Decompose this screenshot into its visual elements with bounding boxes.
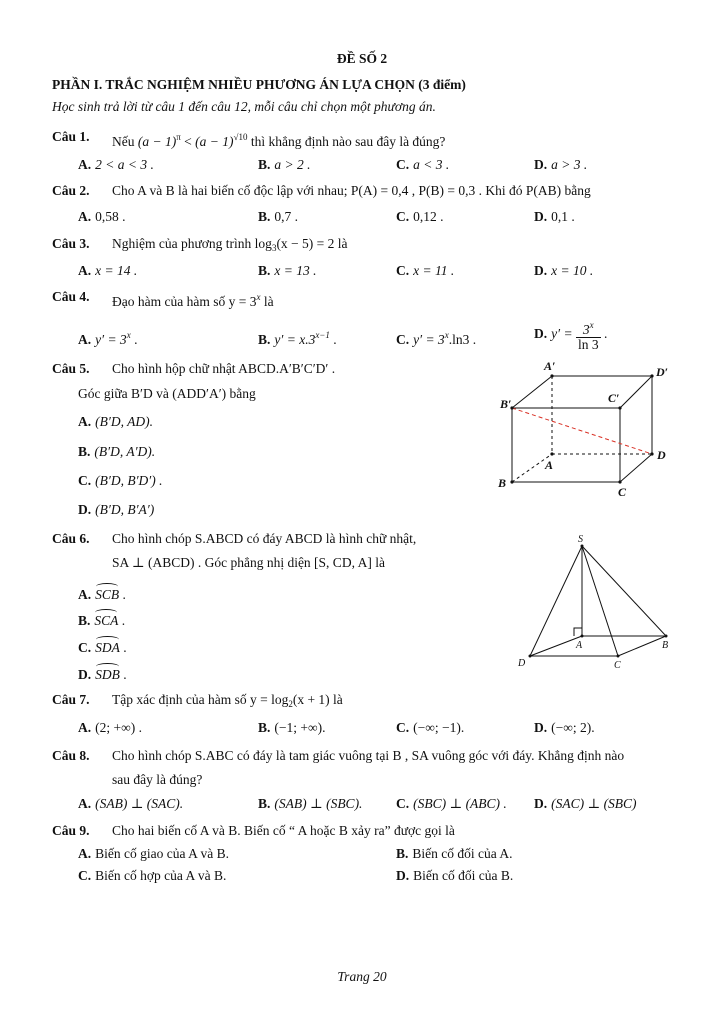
q1-option-d[interactable]: D. a > 3 . — [534, 157, 588, 172]
question-9-text: Cho hai biến cố A và B. Biến cố “ A hoặc B xảy ra” được gọi là — [112, 823, 455, 838]
question-5-text: Cho hình hộp chữ nhật ABCD.A′B′C′D′ . — [112, 361, 336, 376]
q6-option-a[interactable]: A. SCB . — [78, 587, 126, 602]
question-4-label: Câu 4. — [52, 289, 90, 304]
q9-option-b[interactable]: B. Biến cố đối của A. — [396, 846, 513, 861]
diagonal-bd — [512, 408, 652, 454]
q5-option-b[interactable]: B. (B′D, A′D). — [78, 444, 156, 459]
q4-option-c[interactable]: C. $y' = 3^x.\ln 3$ . — [396, 330, 477, 347]
question-2-text: Cho A và B là hai biến cố độc lập với nhau; P(A) = 0,4 , P(B) = 0,3 . Khi đó P(AB) bằng — [112, 183, 591, 198]
question-8-label: Câu 8. — [52, 748, 90, 763]
q6-option-c[interactable]: C. SDA . — [78, 640, 127, 655]
q6-option-d[interactable]: D. SDB . — [78, 667, 127, 682]
q7-option-c[interactable]: C. (−∞; −1). — [396, 720, 465, 735]
q2-option-a[interactable]: A. 0,58 . — [78, 209, 126, 224]
question-4-text: Đạo hàm của hàm số $y = 3^x$ là — [112, 292, 274, 309]
q1-option-b[interactable]: B. a > 2 . — [258, 157, 311, 172]
label-c-prime: C′ — [608, 391, 620, 405]
q2-option-d[interactable]: D. 0,1 . — [534, 209, 575, 224]
question-6-text-2: SA ⊥ (ABCD) . Góc phẳng nhị diện [S, CD, A] là — [112, 555, 385, 570]
q9-option-d[interactable]: D. Biến cố đối của B. — [396, 868, 514, 883]
q9-option-a[interactable]: A. Biến cố giao của A và B. — [78, 846, 229, 861]
question-3-label: Câu 3. — [52, 236, 90, 251]
q1-option-a[interactable]: A. 2 < a < 3 . — [78, 157, 154, 172]
q4-option-a[interactable]: A. $y' = 3^x$ . — [78, 330, 138, 347]
pyramid-figure — [510, 532, 685, 672]
question-2-label: Câu 2. — [52, 183, 90, 198]
q5-option-c[interactable]: C. (B′D, B′D′) . — [78, 473, 163, 488]
question-3-text: Nghiệm của phương trình $\log_3(x - 5) = 2$ là — [112, 236, 348, 253]
label-b-prime: B′ — [500, 397, 512, 411]
q6-option-b[interactable]: B. SCA . — [78, 613, 126, 628]
q5-option-a[interactable]: A. (B′D, AD). — [78, 414, 153, 429]
q8-option-d[interactable]: D. (SAC) ⊥ (SBC) — [534, 796, 637, 811]
question-6-text: Cho hình chóp S.ABCD có đáy ABCD là hình chữ nhật, — [112, 531, 417, 546]
question-1-text: Nếu $(a - 1)^\pi < (a - 1)^{√10}$ thì khẳng định nào sau đây là đúng? — [112, 132, 446, 149]
q7-option-b[interactable]: B. (−1; +∞). — [258, 720, 326, 735]
label-a: A — [545, 458, 554, 472]
question-9-label: Câu 9. — [52, 823, 90, 838]
q8-option-c[interactable]: C. (SBC) ⊥ (ABC) . — [396, 796, 507, 811]
q3-option-a[interactable]: A. x = 14 . — [78, 263, 138, 278]
label-s: S — [578, 534, 583, 545]
q2-option-c[interactable]: C. 0,12 . — [396, 209, 444, 224]
label-d: D — [657, 448, 666, 462]
question-5-label: Câu 5. — [52, 361, 90, 376]
question-6-label: Câu 6. — [52, 531, 90, 546]
question-5-text-2: Góc giữa B′D và (ADD′A′) bằng — [78, 386, 256, 401]
q4-option-d[interactable]: D. y′ = $\frac{3^x}{\ln 3}$ . — [534, 319, 608, 352]
q4-option-b[interactable]: B. $y' = x.3^{x-1}$ . — [258, 330, 337, 347]
exam-title: ĐỀ SỐ 2 — [336, 51, 388, 66]
q8-option-b[interactable]: B. (SAB) ⊥ (SBC). — [258, 796, 363, 811]
label-c-pyramid: C — [614, 660, 621, 671]
instruction: Học sinh trả lời từ câu 1 đến câu 12, mỗi câu chỉ chọn một phương án. — [52, 99, 436, 114]
label-a-prime: A′ — [544, 359, 556, 373]
label-b: B — [498, 476, 507, 490]
label-d-prime: D′ — [656, 365, 669, 379]
section-heading: PHẦN I. TRẮC NGHIỆM NHIỀU PHƯƠNG ÁN LỰA CHỌN (3 điểm) — [52, 77, 466, 92]
q2-option-b[interactable]: B. 0,7 . — [258, 209, 299, 224]
q1-option-c[interactable]: C. a < 3 . — [396, 157, 450, 172]
q7-option-a[interactable]: A. (2; +∞) . — [78, 720, 142, 735]
page-number: Trang 20 — [337, 969, 387, 984]
q3-option-b[interactable]: B. x = 13 . — [258, 263, 317, 278]
question-7-label: Câu 7. — [52, 692, 90, 707]
question-8-text: Cho hình chóp S.ABC có đáy là tam giác vuông tại B , SA vuông góc với đáy. Khẳng định nào — [112, 748, 625, 763]
question-1-label: Câu 1. — [52, 129, 90, 144]
question-7-text: Tập xác định của hàm số $y = \log_2(x + 1)$ là — [112, 692, 343, 709]
q7-option-d[interactable]: D. (−∞; 2). — [534, 720, 595, 735]
label-d-pyramid: D — [518, 658, 526, 669]
q8-option-a[interactable]: A. (SAB) ⊥ (SAC). — [78, 796, 184, 811]
label-a-pyramid: A — [576, 640, 583, 651]
box-figure — [490, 356, 680, 501]
q3-option-c[interactable]: C. x = 11 . — [396, 263, 455, 278]
q5-option-d[interactable]: D. (B′D, B′A′) — [78, 502, 155, 517]
label-c: C — [618, 485, 627, 499]
label-b-pyramid: B — [662, 640, 669, 651]
q9-option-c[interactable]: C. Biến cố hợp của A và B. — [78, 868, 227, 883]
question-8-text-2: sau đây là đúng? — [112, 772, 203, 787]
q3-option-d[interactable]: D. x = 10 . — [534, 263, 594, 278]
